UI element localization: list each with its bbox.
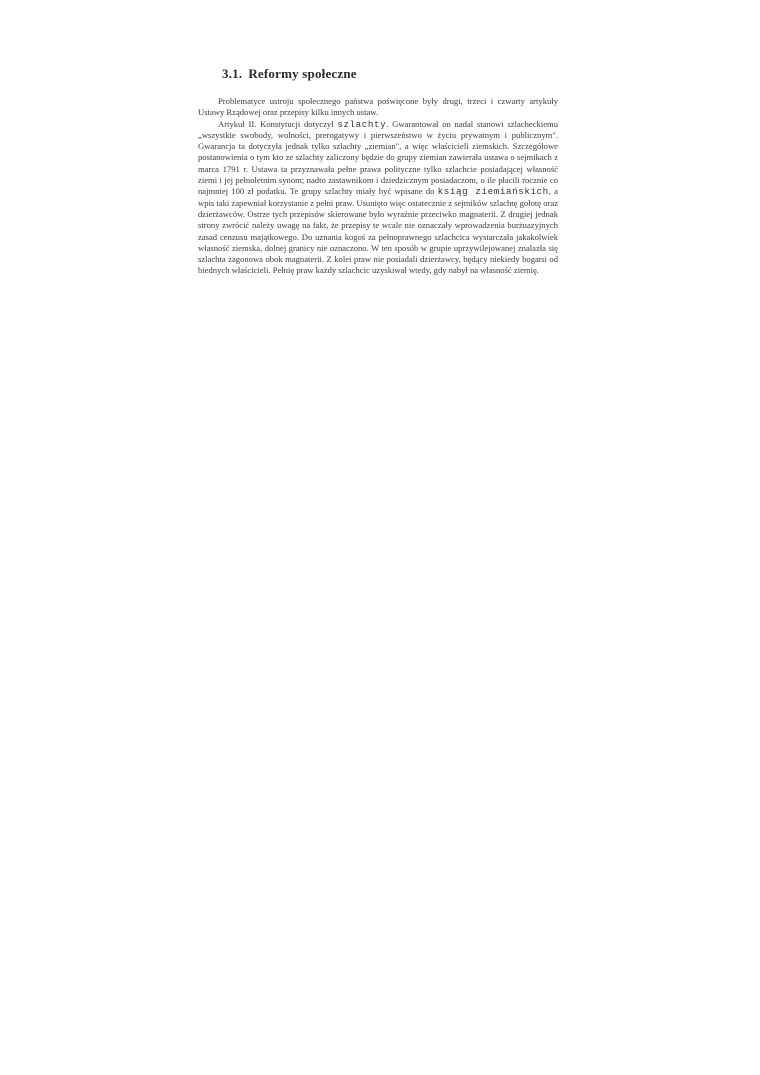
emphasized-term-ksiag-ziemianskich: ksiąg ziemiańskich	[437, 186, 549, 198]
paragraph-text-part3: , a wpis taki zapewniał korzystanie z pełni praw. Usunięto więc ostatecznie z sejmików szlachtę gołotę oraz dzierżawców. Ostrze tych przepisów skierowane było wyraźnie przeciwko magnaterii. Z drugiej jednak strony zwrócić należy uwagę na fakt, że przepisy te wcale nie oznaczały wprowadzenia burżuazyjnych zasad cenzusu majątkowego. Do uznania kogoś za pełnoprawnego szlachcica wystarczała jakakolwiek własność ziemska, dolnej granicy nie oznaczono. W ten sposób w grupie uprzywilejowanej znalazła się szlachta zagonowa obok magnaterii. Z kolei praw nie posiadali dzierżawcy, będący niekiedy bogatsi od biednych właścicieli. Pełnię praw każdy szlachcic uzyskiwał wtedy, gdy nabył na własność ziemię.	[198, 186, 559, 276]
paragraph-intro: Problematyce ustroju społecznego państwa poświęcone były drugi, trzeci i czwarty artykuły Ustawy Rządowej oraz przepisy kilku innych ustaw.	[198, 96, 558, 118]
paragraph-text-part1: Artykuł II. Konstytucji dotyczył	[218, 118, 338, 129]
paragraph-text-part2: . Gwarantował on nadal stanowi szlacheckiemu „wszystkie swobody, wolności, prerogatywy i pierwszeństwo w życiu prywatnym i publicznym". Gwarancja ta dotyczyła jednak tylko szlachty „ziemian", a więc właścicieli ziemskich. Szczegółowe postanowienia o tym kto ze szlachty zaliczony będzie do grupy ziemian zawierała ustawa o sejmikach z marca 1791 r. Ustawa ta przyznawała pełne prawa polityczne tylko szlachcie posiadającej własność ziemi i jej pełnoletnim synom; nadto zastawnikom i dziedzicznym posiadaczom, o ile płacili rocznie co najmniej 100 zł podatku. Te grupy szlachty miały być wpisane do	[198, 118, 558, 197]
section-number: 3.1.	[222, 66, 243, 81]
paragraph-article-ii	[198, 119, 558, 277]
section-title: Reformy społeczne	[248, 66, 357, 81]
text-block	[198, 66, 558, 277]
section-heading	[222, 66, 558, 82]
emphasized-term-szlachty: szlachty	[337, 118, 387, 130]
